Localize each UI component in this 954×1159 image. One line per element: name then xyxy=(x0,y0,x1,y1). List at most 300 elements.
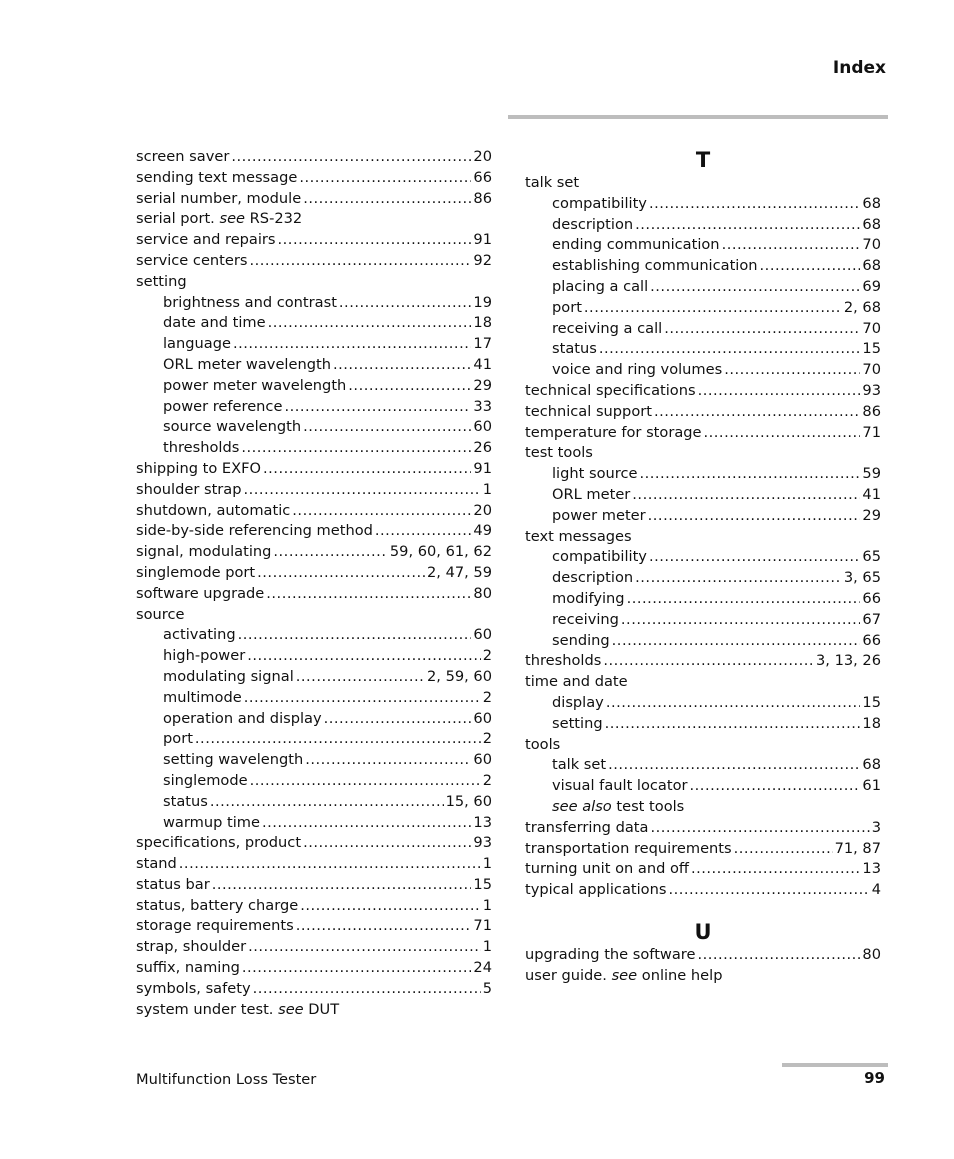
page-references: 60 xyxy=(473,626,492,644)
see-reference-word: see xyxy=(278,1000,304,1018)
dot-leader xyxy=(690,776,861,797)
dot-leader xyxy=(608,755,860,776)
entry-label: modifying xyxy=(552,589,625,607)
index-entry xyxy=(136,916,492,937)
entry-label: description xyxy=(552,215,634,233)
dot-leader xyxy=(268,313,472,334)
entry-label: power meter wavelength xyxy=(163,376,347,394)
page-references: 5 xyxy=(482,979,492,997)
index-entry xyxy=(136,272,492,293)
entry-label: specifications, product xyxy=(136,834,302,852)
entry-label: technical specifications xyxy=(525,381,696,399)
index-entry xyxy=(136,480,492,501)
see-reference-target: DUT xyxy=(308,1000,340,1018)
page-references: 2 xyxy=(482,771,492,789)
index-entry xyxy=(136,833,492,854)
index-entry xyxy=(525,735,881,756)
dot-leader xyxy=(195,729,481,750)
dot-leader xyxy=(649,547,860,568)
header-rule xyxy=(508,115,888,119)
index-entry xyxy=(136,563,492,584)
entry-label: modulating signal xyxy=(163,667,294,685)
entry-label: sending xyxy=(552,631,610,649)
index-subentry xyxy=(525,339,881,360)
index-letter-heading: U xyxy=(694,919,712,944)
footer-rule xyxy=(782,1063,888,1067)
index-subentry xyxy=(525,547,881,568)
index-subentry xyxy=(136,667,492,688)
page-references: 68 xyxy=(862,756,881,774)
index-entry xyxy=(136,209,492,230)
page-references: 41 xyxy=(473,355,492,373)
entry-label: light source xyxy=(552,465,638,483)
page-references: 3, 65 xyxy=(843,569,881,587)
index-entry xyxy=(136,937,492,958)
index-subentry xyxy=(136,334,492,355)
index-subentry xyxy=(525,693,881,714)
index-entry xyxy=(136,521,492,542)
entry-label: side-by-side referencing method xyxy=(136,522,373,540)
page-references: 29 xyxy=(473,376,492,394)
index-subentry xyxy=(525,755,881,776)
index-entry xyxy=(136,1000,492,1021)
dot-leader xyxy=(605,714,861,735)
index-subentry xyxy=(525,215,881,236)
entry-label: setting wavelength xyxy=(163,751,304,769)
entry-label: stand xyxy=(136,855,177,873)
page-references: 93 xyxy=(862,381,881,399)
page-references: 41 xyxy=(862,485,881,503)
see-reference-target: online help xyxy=(641,966,723,984)
index-subentry xyxy=(525,277,881,298)
page-references: 29 xyxy=(862,506,881,524)
page-references: 67 xyxy=(862,610,881,628)
section-gap xyxy=(525,901,881,919)
index-column-right xyxy=(525,147,881,986)
dot-leader xyxy=(639,464,860,485)
entry-label: technical support xyxy=(525,402,652,420)
entry-label: temperature for storage xyxy=(525,423,702,441)
dot-leader xyxy=(635,568,842,589)
page-references: 70 xyxy=(862,361,881,379)
dot-leader xyxy=(760,256,861,277)
page-references: 1 xyxy=(482,480,492,498)
entry-label: compatibility xyxy=(552,548,647,566)
entry-label: source xyxy=(136,605,185,623)
entry-label: ORL meter wavelength xyxy=(163,355,331,373)
page-references: 66 xyxy=(862,631,881,649)
entry-label: status xyxy=(552,340,597,358)
index-entry xyxy=(136,605,492,626)
page-references: 80 xyxy=(473,584,492,602)
dot-leader xyxy=(250,771,481,792)
entry-label: strap, shoulder xyxy=(136,938,247,956)
index-subentry xyxy=(136,771,492,792)
index-entry xyxy=(525,423,881,444)
page-references: 19 xyxy=(473,293,492,311)
dot-leader xyxy=(704,423,861,444)
dot-leader xyxy=(348,376,471,397)
dot-leader xyxy=(724,360,860,381)
index-letter-heading: T xyxy=(695,148,711,172)
index-entry xyxy=(525,443,881,464)
entry-label: service and repairs xyxy=(136,231,276,249)
dot-leader xyxy=(233,334,471,355)
entry-label: multimode xyxy=(163,688,242,706)
page-references: 49 xyxy=(473,522,492,540)
page-references: 60 xyxy=(473,751,492,769)
dot-leader xyxy=(649,194,860,215)
dot-leader xyxy=(248,937,481,958)
page-references: 92 xyxy=(473,251,492,269)
entry-label: thresholds xyxy=(525,652,602,670)
dot-leader xyxy=(722,235,861,256)
page-references: 4 xyxy=(871,881,881,899)
index-entry xyxy=(525,381,881,402)
page-references: 2 xyxy=(482,647,492,665)
index-entry xyxy=(136,168,492,189)
index-subentry xyxy=(525,589,881,610)
page-references: 2, 59, 60 xyxy=(427,667,492,685)
page-references: 65 xyxy=(862,548,881,566)
entry-label: receiving a call xyxy=(552,319,663,337)
entry-label: singlemode xyxy=(163,771,248,789)
index-subentry xyxy=(136,792,492,813)
dot-leader xyxy=(249,251,471,272)
index-entry xyxy=(136,896,492,917)
entry-label: establishing communication xyxy=(552,257,758,275)
entry-label: operation and display xyxy=(163,709,322,727)
entry-label: power meter xyxy=(552,506,646,524)
page-references: 15 xyxy=(862,340,881,358)
index-subentry xyxy=(525,797,881,818)
index-entry xyxy=(136,230,492,251)
entry-label: transferring data xyxy=(525,818,649,836)
dot-leader xyxy=(262,813,471,834)
dot-leader xyxy=(284,397,471,418)
dot-leader xyxy=(212,875,472,896)
dot-leader xyxy=(664,319,860,340)
page-references: 66 xyxy=(473,168,492,186)
entry-label: text messages xyxy=(525,527,632,545)
index-subentry xyxy=(525,568,881,589)
page-references: 59 xyxy=(862,465,881,483)
page-references: 24 xyxy=(473,959,492,977)
page-references: 60 xyxy=(473,709,492,727)
index-subentry xyxy=(525,256,881,277)
entry-label: setting xyxy=(136,272,187,290)
dot-leader xyxy=(691,859,860,880)
page-references: 3, 13, 26 xyxy=(816,652,881,670)
dot-leader xyxy=(612,631,861,652)
dot-leader xyxy=(303,417,471,438)
page-references: 2 xyxy=(482,730,492,748)
index-subentry xyxy=(525,319,881,340)
dot-leader xyxy=(300,896,480,917)
index-entry xyxy=(525,402,881,423)
dot-leader xyxy=(606,693,861,714)
page-references: 69 xyxy=(862,277,881,295)
entry-label: receiving xyxy=(552,610,619,628)
dot-leader xyxy=(650,277,860,298)
entry-label: source wavelength xyxy=(163,418,302,436)
index-subentry xyxy=(525,485,881,506)
entry-label: voice and ring volumes xyxy=(552,361,723,379)
page-references: 93 xyxy=(473,834,492,852)
dot-leader xyxy=(242,958,472,979)
page-references: 26 xyxy=(473,439,492,457)
index-entry xyxy=(525,880,881,901)
entry-label: description xyxy=(552,569,634,587)
page-number: 99 xyxy=(864,1069,885,1087)
entry-label: port xyxy=(552,298,582,316)
index-entry xyxy=(525,839,881,860)
entry-label: software upgrade xyxy=(136,584,265,602)
entry-label: typical applications xyxy=(525,881,667,899)
dot-leader xyxy=(375,521,472,542)
index-subentry xyxy=(136,313,492,334)
entry-label: storage requirements xyxy=(136,917,294,935)
see-reference-word: see xyxy=(611,966,638,984)
page-references: 1 xyxy=(482,896,492,914)
entry-label: screen saver xyxy=(136,148,230,165)
page-references: 91 xyxy=(473,231,492,249)
dot-leader xyxy=(299,168,471,189)
dot-leader xyxy=(210,792,444,813)
index-entry xyxy=(136,501,492,522)
page-references: 15 xyxy=(862,693,881,711)
entry-label: singlemode port xyxy=(136,563,256,581)
entry-label: signal, modulating xyxy=(136,543,272,561)
page-references: 80 xyxy=(862,945,881,963)
entry-label: serial number, module xyxy=(136,189,302,207)
dot-leader xyxy=(324,709,472,730)
entry-label: power reference xyxy=(163,397,283,415)
index-subentry xyxy=(525,194,881,215)
entry-label: talk set xyxy=(525,174,580,191)
index-subentry xyxy=(136,376,492,397)
entry-label: port xyxy=(163,730,193,748)
page-references: 86 xyxy=(473,189,492,207)
page-references: 13 xyxy=(862,860,881,878)
index-subentry xyxy=(525,714,881,735)
entry-label: visual fault locator xyxy=(552,777,688,795)
index-subentry xyxy=(525,631,881,652)
page-references: 1 xyxy=(482,938,492,956)
page-references: 68 xyxy=(862,257,881,275)
dot-leader xyxy=(303,833,471,854)
index-column-left xyxy=(136,147,492,1020)
page-references: 68 xyxy=(862,215,881,233)
entry-label: language xyxy=(163,335,231,353)
dot-leader xyxy=(599,339,861,360)
entry-label: brightness and contrast xyxy=(163,293,337,311)
index-entry xyxy=(525,527,881,548)
index-subentry xyxy=(525,610,881,631)
index-entry xyxy=(136,979,492,1000)
footer-document-title: Multifunction Loss Tester xyxy=(136,1071,317,1088)
index-entry xyxy=(136,189,492,210)
page-references: 2, 47, 59 xyxy=(427,563,492,581)
dot-leader xyxy=(627,589,861,610)
dot-leader xyxy=(296,667,425,688)
dot-leader xyxy=(231,147,471,168)
dot-leader xyxy=(635,215,860,236)
index-subentry xyxy=(136,438,492,459)
entry-label: suffix, naming xyxy=(136,959,240,977)
dot-leader xyxy=(273,542,387,563)
entry-label: service centers xyxy=(136,251,248,269)
entry-label: serial port. xyxy=(136,210,215,228)
entry-label: tools xyxy=(525,735,561,753)
page-references: 2, 68 xyxy=(843,298,881,316)
dot-leader xyxy=(303,189,471,210)
see-reference-word: see xyxy=(219,210,246,228)
page-references: 20 xyxy=(473,148,492,165)
page-references: 70 xyxy=(862,236,881,254)
dot-leader xyxy=(603,651,814,672)
index-subentry xyxy=(525,464,881,485)
index-subentry xyxy=(136,729,492,750)
dot-leader xyxy=(257,563,425,584)
dot-leader xyxy=(584,298,842,319)
index-subentry xyxy=(136,417,492,438)
entry-label: ending communication xyxy=(552,236,720,254)
page-references: 13 xyxy=(473,813,492,831)
dot-leader xyxy=(648,506,861,527)
entry-label: shutdown, automatic xyxy=(136,501,291,519)
index-entry xyxy=(136,459,492,480)
index-entry xyxy=(525,173,881,194)
index-subentry xyxy=(525,235,881,256)
index-entry xyxy=(136,251,492,272)
page-references: 71 xyxy=(473,917,492,935)
entry-label: transportation requirements xyxy=(525,839,732,857)
entry-label: warmup time xyxy=(163,813,260,831)
dot-leader xyxy=(697,945,860,966)
dot-leader xyxy=(305,750,471,771)
page-references: 15, 60 xyxy=(445,792,492,810)
index-subentry xyxy=(525,776,881,797)
dot-leader xyxy=(339,293,472,314)
entry-label: placing a call xyxy=(552,277,649,295)
index-subentry xyxy=(136,688,492,709)
dot-leader xyxy=(654,402,860,423)
entry-label: compatibility xyxy=(552,194,647,212)
see-reference-target: test tools xyxy=(616,797,685,815)
page-references: 18 xyxy=(862,714,881,732)
page-references: 68 xyxy=(862,194,881,212)
dot-leader xyxy=(263,459,471,480)
index-entry xyxy=(136,584,492,605)
dot-leader xyxy=(650,818,869,839)
entry-label: status xyxy=(163,792,208,810)
entry-label: activating xyxy=(163,626,236,644)
dot-leader xyxy=(247,646,481,667)
page-header-title: Index xyxy=(832,58,886,78)
entry-label: status bar xyxy=(136,875,210,893)
index-entry xyxy=(525,966,881,987)
page-references: 3 xyxy=(871,818,881,836)
page-references: 17 xyxy=(473,335,492,353)
entry-label: display xyxy=(552,693,604,711)
dot-leader xyxy=(698,381,861,402)
entry-label: symbols, safety xyxy=(136,979,251,997)
index-entry xyxy=(525,672,881,693)
page-references: 15 xyxy=(473,875,492,893)
dot-leader xyxy=(244,688,481,709)
dot-leader xyxy=(266,584,471,605)
entry-label: setting xyxy=(552,714,603,732)
entry-label: test tools xyxy=(525,444,593,462)
index-subentry xyxy=(136,397,492,418)
page-references: 86 xyxy=(862,402,881,420)
entry-label: sending text message xyxy=(136,168,298,186)
page-references: 2 xyxy=(482,688,492,706)
dot-leader xyxy=(296,916,472,937)
page-references: 18 xyxy=(473,314,492,332)
dot-leader xyxy=(333,355,471,376)
index-entry xyxy=(136,147,492,168)
entry-label: talk set xyxy=(552,756,607,774)
index-entry xyxy=(136,875,492,896)
entry-label: thresholds xyxy=(163,439,240,457)
index-subentry xyxy=(525,298,881,319)
dot-leader xyxy=(278,230,472,251)
dot-leader xyxy=(244,480,481,501)
page-references: 59, 60, 61, 62 xyxy=(389,543,492,561)
dot-leader xyxy=(253,979,481,1000)
index-subentry xyxy=(136,750,492,771)
entry-label: user guide. xyxy=(525,966,607,984)
entry-label: shoulder strap xyxy=(136,480,242,498)
dot-leader xyxy=(734,839,833,860)
entry-label: system under test. xyxy=(136,1000,274,1018)
index-entry xyxy=(136,542,492,563)
page-references: 33 xyxy=(473,397,492,415)
page-references: 71 xyxy=(862,423,881,441)
dot-leader xyxy=(632,485,860,506)
page-references: 1 xyxy=(482,855,492,873)
index-subentry xyxy=(136,293,492,314)
page-references: 20 xyxy=(473,501,492,519)
index-subentry xyxy=(525,360,881,381)
index-entry xyxy=(136,854,492,875)
entry-label: time and date xyxy=(525,673,628,691)
entry-label: turning unit on and off xyxy=(525,860,689,878)
index-subentry xyxy=(136,355,492,376)
dot-leader xyxy=(668,880,869,901)
index-entry xyxy=(525,651,881,672)
index-subentry xyxy=(136,625,492,646)
index-subentry xyxy=(136,646,492,667)
page-references: 70 xyxy=(862,319,881,337)
page-references: 91 xyxy=(473,459,492,477)
see-reference-word: see also xyxy=(552,797,612,815)
dot-leader xyxy=(292,501,471,522)
page-references: 61 xyxy=(862,777,881,795)
index-entry xyxy=(525,859,881,880)
index-entry xyxy=(525,818,881,839)
entry-label: status, battery charge xyxy=(136,896,299,914)
page-references: 71, 87 xyxy=(834,839,881,857)
dot-leader xyxy=(179,854,481,875)
dot-leader xyxy=(241,438,471,459)
entry-label: ORL meter xyxy=(552,485,631,503)
index-subentry xyxy=(136,709,492,730)
index-entry xyxy=(136,958,492,979)
entry-label: upgrading the software xyxy=(525,945,696,963)
